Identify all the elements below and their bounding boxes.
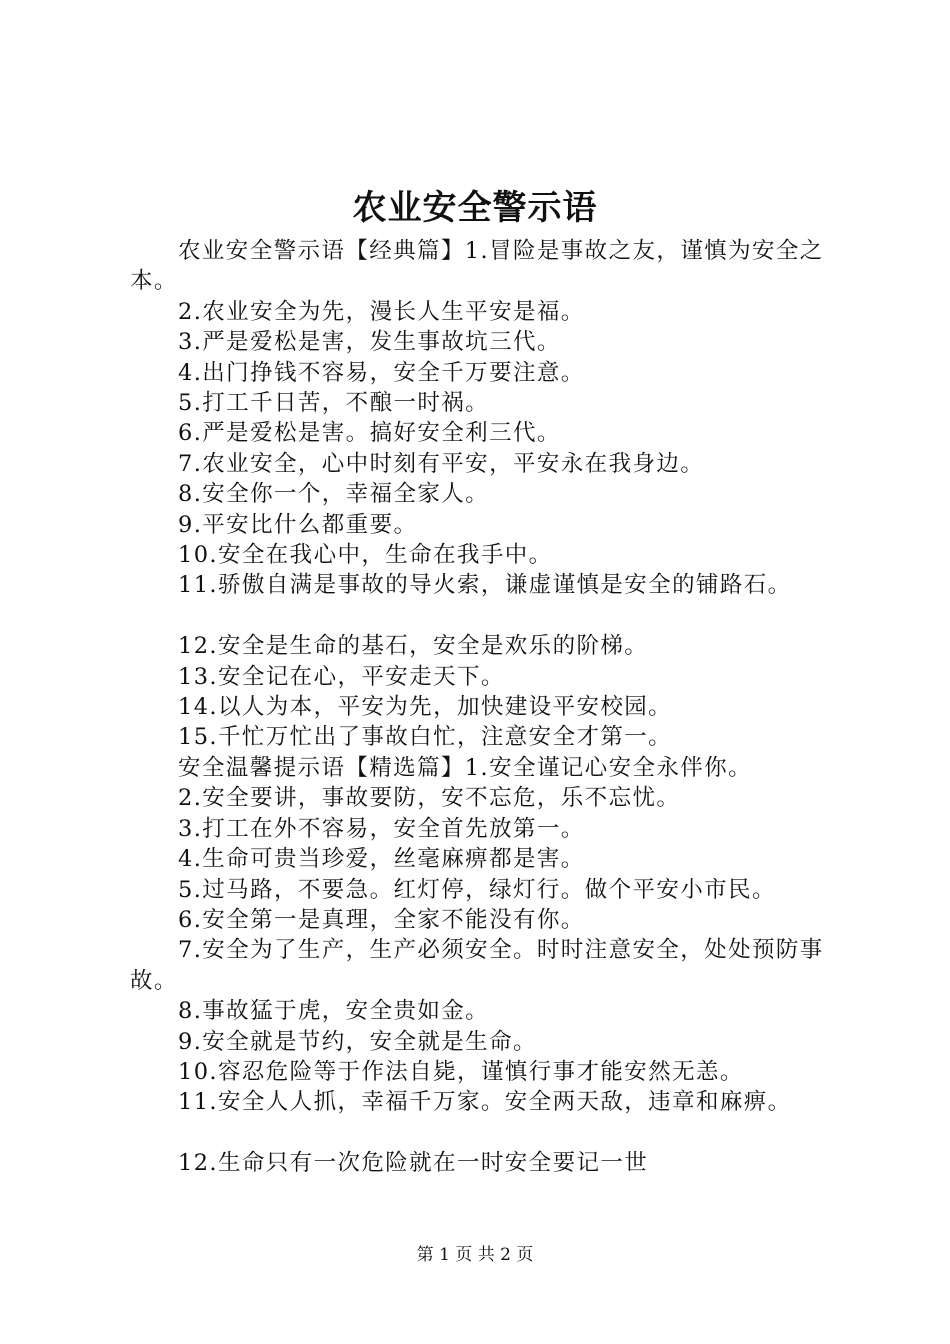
paragraph: 9.平安比什么都重要。 — [178, 511, 418, 538]
paragraph: 4.生命可贵当珍爱，丝毫麻痹都是害。 — [178, 846, 585, 873]
paragraph: 10.安全在我心中，生命在我手中。 — [178, 542, 553, 569]
paragraph: 11.安全人人抓，幸福千万家。安全两天敌，违章和麻痹。 — [178, 1089, 792, 1116]
paragraph: 9.安全就是节约，安全就是生命。 — [178, 1028, 537, 1055]
paragraph: 11.骄傲自满是事故的导火索，谦虚谨慎是安全的铺路石。 — [178, 572, 792, 599]
paragraph: 7.农业安全，心中时刻有平安，平安永在我身边。 — [178, 450, 705, 477]
paragraph: 2.农业安全为先，漫长人生平安是福。 — [178, 298, 585, 325]
blank-line — [130, 601, 835, 631]
paragraph: 安全温馨提示语【精选篇】1.安全谨记心安全永伴你。 — [178, 754, 752, 781]
paragraph: 农业安全警示语【经典篇】1.冒险是事故之友，谨慎为安全之本。 — [130, 238, 824, 295]
paragraph: 2.安全要讲，事故要防，安不忘危，乐不忘忧。 — [178, 785, 681, 812]
paragraph: 6.严是爱松是害。搞好安全利三代。 — [178, 420, 561, 447]
paragraph: 4.出门挣钱不容易，安全千万要注意。 — [178, 359, 585, 386]
paragraph: 12.生命只有一次危险就在一时安全要记一世 — [178, 1150, 649, 1177]
page-title: 农业安全警示语 — [352, 188, 598, 228]
paragraph: 5.打工千日苦，不酿一时祸。 — [178, 390, 490, 417]
paragraph: 13.安全记在心，平安走天下。 — [178, 663, 505, 690]
paragraph: 6.安全第一是真理，全家不能没有你。 — [178, 906, 585, 933]
paragraph: 8.安全你一个，幸福全家人。 — [178, 481, 490, 508]
paragraph: 14.以人为本，平安为先，加快建设平安校园。 — [178, 694, 673, 721]
document-body — [130, 236, 835, 1179]
paragraph: 12.安全是生命的基石，安全是欢乐的阶梯。 — [178, 633, 649, 660]
paragraph: 8.事故猛于虎，安全贵如金。 — [178, 998, 490, 1025]
blank-line — [130, 1118, 835, 1148]
paragraph: 3.打工在外不容易，安全首先放第一。 — [178, 815, 585, 842]
paragraph: 10.容忍危险等于作法自毙，谨慎行事才能安然无恙。 — [178, 1058, 744, 1085]
paragraph: 15.千忙万忙出了事故白忙，注意安全才第一。 — [178, 724, 673, 751]
paragraph: 5.过马路，不要急。红灯停，绿灯行。做个平安小市民。 — [178, 876, 776, 903]
paragraph: 3.严是爱松是害，发生事故坑三代。 — [178, 329, 561, 356]
paragraph: 7.安全为了生产，生产必须安全。时时注意安全，处处预防事故。 — [130, 937, 824, 994]
page-number: 第 1 页 共 2 页 — [416, 1245, 534, 1265]
